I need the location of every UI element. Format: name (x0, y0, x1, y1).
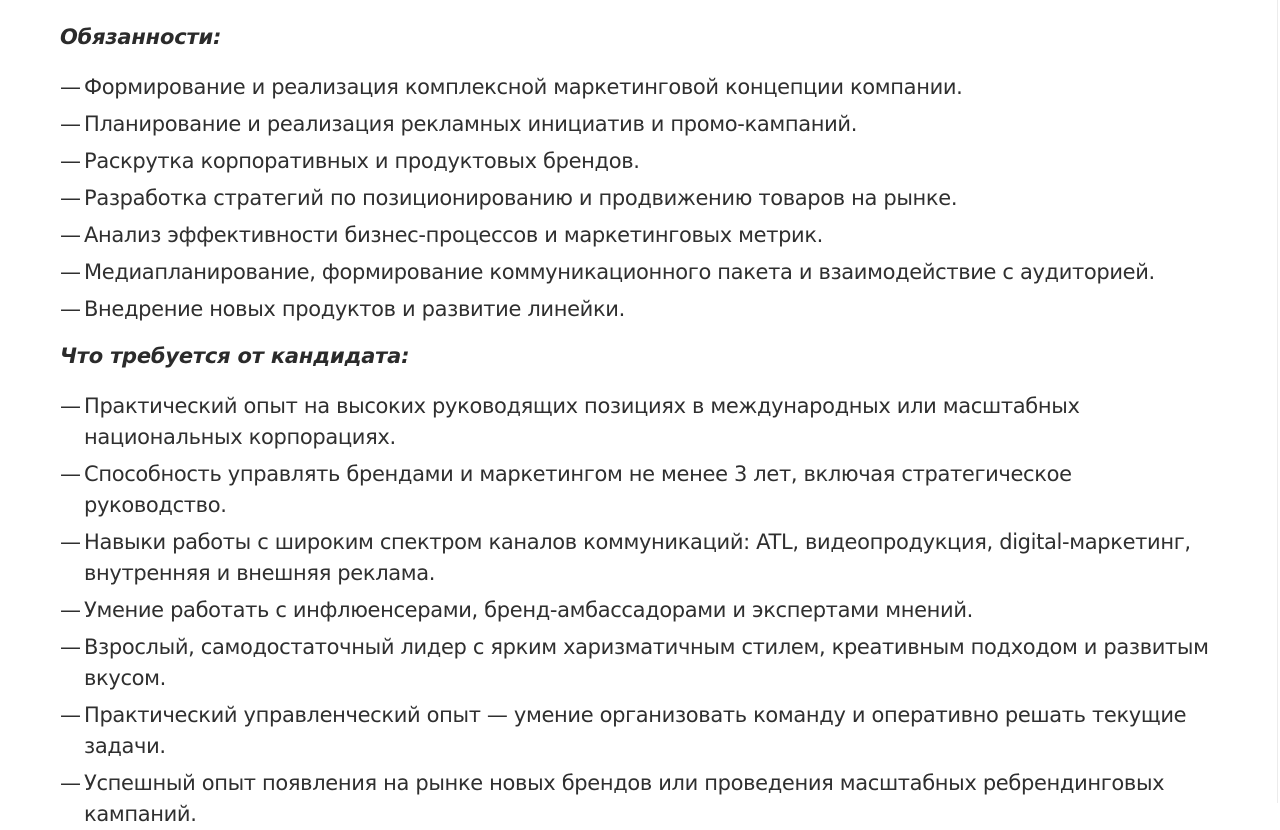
dash-marker: — (60, 149, 81, 173)
list-item (60, 294, 1220, 325)
dash-marker: — (60, 186, 81, 210)
list-item (60, 183, 1220, 214)
list-item-text: Раскрутка корпоративных и продуктовых брендов. (84, 149, 640, 173)
scrollbar-track[interactable] (1277, 0, 1278, 803)
list-item-text: Навыки работы с широким спектром каналов коммуникаций: ATL, видеопродукция, digital-маркетинг, внутренняя и внешняя реклама. (84, 530, 1191, 585)
list-item (60, 459, 1220, 521)
list-item-text: Разработка стратегий по позиционированию и продвижению товаров на рынке. (84, 186, 958, 210)
dash-marker: — (60, 260, 81, 284)
dash-marker: — (60, 703, 81, 727)
list-item-text: Планирование и реализация рекламных инициатив и промо-кампаний. (84, 112, 858, 136)
duties-list (60, 72, 1220, 325)
list-item (60, 257, 1220, 288)
list-item (60, 391, 1220, 453)
list-item-text: Медиапланирование, формирование коммуникационного пакета и взаимодействие с аудиторией. (84, 260, 1155, 284)
list-item (60, 72, 1220, 103)
list-item-text: Успешный опыт появления на рынке новых брендов или проведения масштабных ребрендинговых кампаний. (84, 771, 1165, 826)
dash-marker: — (60, 530, 81, 554)
requirements-list (60, 391, 1220, 830)
dash-marker: — (60, 394, 81, 418)
dash-marker: — (60, 297, 81, 321)
list-item (60, 109, 1220, 140)
dash-marker: — (60, 771, 81, 795)
list-item (60, 527, 1220, 589)
list-item-text: Практический опыт на высоких руководящих позициях в международных или масштабных национальных корпорациях. (84, 394, 1080, 449)
list-item-text: Практический управленческий опыт — умение организовать команду и оперативно решать текущие задачи. (84, 703, 1187, 758)
dash-marker: — (60, 112, 81, 136)
list-item (60, 595, 1220, 626)
list-item (60, 700, 1220, 762)
list-item-text: Умение работать с инфлюенсерами, бренд-амбассадорами и экспертами мнений. (84, 598, 973, 622)
list-item-text: Формирование и реализация комплексной маркетинговой концепции компании. (84, 75, 963, 99)
dash-marker: — (60, 75, 81, 99)
dash-marker: — (60, 223, 81, 247)
dash-marker: — (60, 462, 81, 486)
list-item-text: Взрослый, самодостаточный лидер с ярким харизматичным стилем, креативным подходом и развитым вкусом. (84, 635, 1209, 690)
list-item-text: Анализ эффективности бизнес-процессов и маркетинговых метрик. (84, 223, 824, 247)
list-item (60, 768, 1220, 830)
dash-marker: — (60, 635, 81, 659)
list-item (60, 632, 1220, 694)
list-item (60, 146, 1220, 177)
requirements-heading: Что требуется от кандидата: (60, 344, 410, 368)
duties-heading: Обязанности: (60, 25, 222, 49)
list-item (60, 220, 1220, 251)
dash-marker: — (60, 598, 81, 622)
list-item-text: Внедрение новых продуктов и развитие линейки. (84, 297, 625, 321)
list-item-text: Способность управлять брендами и маркетингом не менее 3 лет, включая стратегическое руководство. (84, 462, 1072, 517)
